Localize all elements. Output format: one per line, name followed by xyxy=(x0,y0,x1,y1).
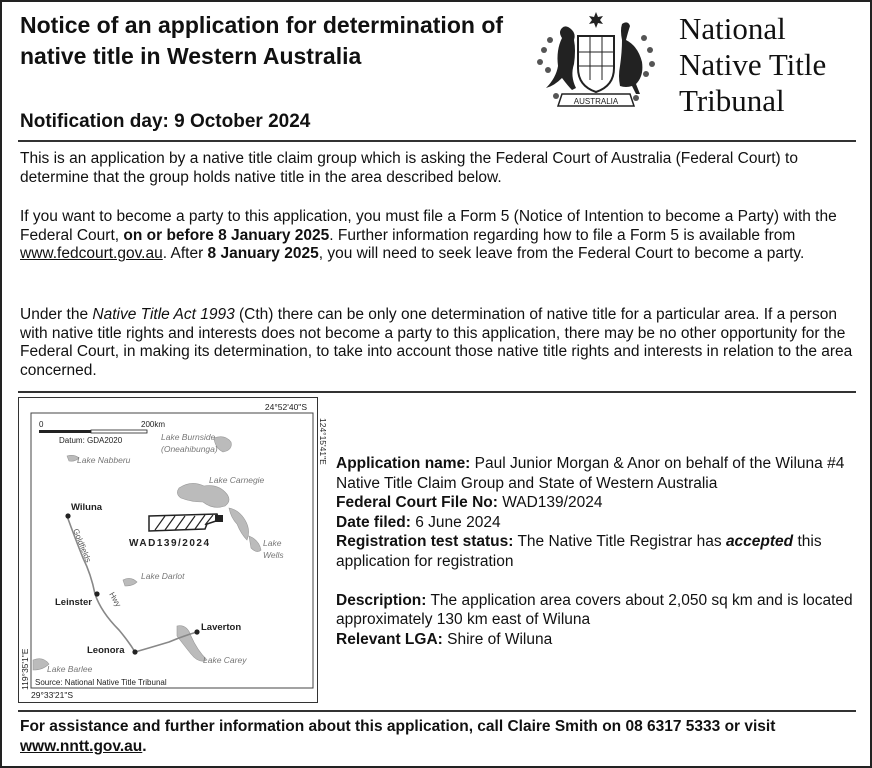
coord-top: 24°52'40"S xyxy=(264,402,307,412)
date-filed-value: 6 June 2024 xyxy=(415,513,501,531)
p3-text-a: Under the xyxy=(20,306,93,323)
footer-text: For assistance and further information about this application, call Claire Smith on 08 6317 5333 or visit xyxy=(20,718,776,735)
divider xyxy=(18,391,856,393)
p3-text-c: (Cth) there can be only one determination of native title for a particular area. If a person with native title rights and interests does not become a party to this application, there may be no other opportunity for the Federal Court, in making its determination, to take into account those native title rights and interests in relation to the area concerned. xyxy=(20,306,853,379)
laverton-dot xyxy=(194,629,199,634)
fedcourt-link[interactable]: www.fedcourt.gov.au xyxy=(20,245,163,262)
lake-burnside-1: Lake Burnside xyxy=(161,432,216,442)
place-leinster: Leinster xyxy=(55,597,92,608)
map-svg xyxy=(19,398,328,701)
tribunal-name xyxy=(679,11,826,119)
application-details xyxy=(336,454,856,649)
file-no-row xyxy=(336,493,856,513)
hwy-label: Hwy xyxy=(107,590,123,609)
coat-of-arms-logo xyxy=(526,10,666,112)
org-line-1: National xyxy=(679,11,786,46)
goldfields-label: Goldfields xyxy=(71,527,93,564)
coord-right: 124°15'41"E xyxy=(318,418,328,465)
footer-contact xyxy=(20,717,856,757)
intro-paragraph-2 xyxy=(20,208,856,264)
lake-darlot: Lake Darlot xyxy=(141,571,185,581)
org-line-2: Native Title xyxy=(679,47,827,82)
wiluna-dot xyxy=(65,513,70,518)
date-filed-row xyxy=(336,513,856,533)
notification-day: Notification day: 9 October 2024 xyxy=(20,111,311,132)
act-name: Native Title Act 1993 xyxy=(92,306,235,323)
p2-text-d: . After xyxy=(162,245,208,262)
desc-label: Description: xyxy=(336,591,427,609)
crest-banner-text: AUSTRALIA xyxy=(573,97,619,106)
p2-text-f: , you will need to seek leave from the Federal Court to become a party. xyxy=(318,245,805,262)
crest-star-icon xyxy=(589,12,603,28)
lake-carey: Lake Carey xyxy=(203,655,247,665)
lake-wells-2: Wells xyxy=(263,550,284,560)
footer-end: . xyxy=(142,738,147,755)
datum: Datum: GDA2020 xyxy=(59,436,123,445)
app-name-value: Paul Junior Morgan & Anor on behalf of the Wiluna #4 Native Title Claim Group and State of Western Australia xyxy=(336,455,845,492)
notice-title: Notice of an application for determination of native title in Western Australia xyxy=(20,12,504,69)
nntt-link[interactable]: www.nntt.gov.au xyxy=(20,738,143,755)
lake-nabberu: Lake Nabberu xyxy=(77,455,131,465)
lake-wells-1: Lake xyxy=(263,538,282,548)
intro-paragraph-3 xyxy=(20,306,856,380)
app-name-row xyxy=(336,454,856,493)
desc-value: The application area covers about 2,050 sq km and is located approximately 130 km east of Wiluna xyxy=(336,591,853,628)
location-map xyxy=(18,397,328,703)
p2-deadline-2: 8 January 2025 xyxy=(207,245,319,262)
description-row xyxy=(336,591,856,630)
scale-zero: 0 xyxy=(39,420,44,429)
place-laverton: Laverton xyxy=(201,622,242,633)
scale-bar xyxy=(39,430,91,433)
divider xyxy=(18,140,856,142)
lga-row xyxy=(336,630,856,650)
intro-paragraph-1 xyxy=(20,150,856,187)
scale-label: 200km xyxy=(141,420,166,429)
file-no-value: WAD139/2024 xyxy=(502,494,603,511)
claim-label: WAD139/2024 xyxy=(129,538,211,549)
registration-row xyxy=(336,532,856,571)
p2-deadline: on or before 8 January 2025 xyxy=(123,226,330,244)
lake-burnside-2: (Oneahibunga) xyxy=(161,444,218,454)
lake-barlee: Lake Barlee xyxy=(47,664,93,674)
app-name-label: Application name: xyxy=(336,455,471,472)
coord-left: 119°35'1"E xyxy=(20,648,30,690)
leinster-dot xyxy=(94,591,99,596)
intro-text-1: This is an application by a native title claim group which is asking the Federal Court of Australia (Federal Court) to determine that the group holds native title in the area described below. xyxy=(20,150,798,186)
emu-icon xyxy=(619,22,642,94)
file-no-label: Federal Court File No: xyxy=(336,494,498,511)
divider xyxy=(18,710,856,712)
leonora-dot xyxy=(132,649,137,654)
reg-label: Registration test status: xyxy=(336,533,514,550)
date-filed-label: Date filed: xyxy=(336,513,411,531)
reg-value-c: this application for registration xyxy=(336,533,822,570)
p2-text-a: If you want to become a party to this application, you must file a Form 5 (Notice of Intention to become a Party) with the Federal Court, xyxy=(20,208,837,244)
map-source: Source: National Native Title Tribunal xyxy=(35,678,167,687)
lga-label: Relevant LGA: xyxy=(336,630,443,648)
crest-shield-icon xyxy=(578,36,614,92)
lga-value: Shire of Wiluna xyxy=(447,630,553,648)
p2-text-c: . Further information regarding how to file a Form 5 is available from xyxy=(329,226,796,244)
org-line-3: Tribunal xyxy=(679,83,785,118)
lake-carnegie: Lake Carnegie xyxy=(209,475,265,485)
coord-bottom: 29°33'21"S xyxy=(31,690,74,700)
reg-status: accepted xyxy=(725,533,794,550)
place-leonora: Leonora xyxy=(87,645,125,656)
kangaroo-icon xyxy=(546,26,576,90)
reg-value-a: The Native Title Registrar has xyxy=(517,533,722,550)
place-wiluna: Wiluna xyxy=(71,502,103,513)
